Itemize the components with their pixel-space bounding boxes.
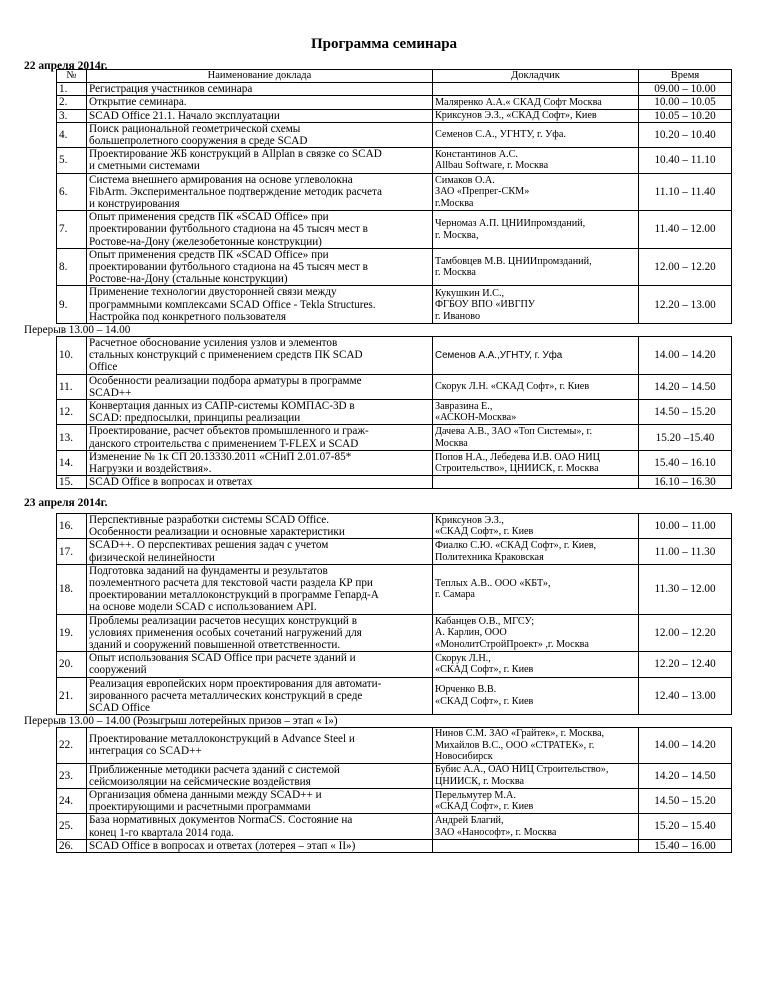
time-slot: 16.10 – 16.30 <box>639 476 732 489</box>
talk-title <box>87 400 433 425</box>
talk-title-line: Проблемы реализации расчетов несущих конструкций в <box>89 614 357 627</box>
time-slot: 11.00 – 11.30 <box>639 539 732 564</box>
speaker <box>433 677 639 715</box>
talk-title <box>87 839 433 852</box>
time-slot: 10.05 – 10.20 <box>639 109 732 122</box>
speaker-line: Андрей Благий, <box>435 815 504 827</box>
speaker <box>433 248 639 286</box>
time-slot: 12.20 – 12.40 <box>639 652 732 677</box>
speaker-line: г. Иваново <box>435 310 481 322</box>
time-slot: 15.20 –15.40 <box>639 425 732 450</box>
speaker-line: Черномаз А.П. ЦНИИпромзданий, <box>435 218 586 230</box>
speaker <box>433 374 639 399</box>
speaker <box>433 614 639 652</box>
talk-title <box>87 248 433 286</box>
speaker <box>433 400 639 425</box>
talk-title <box>87 677 433 715</box>
time-slot: 14.00 – 14.20 <box>639 728 732 764</box>
table-row <box>57 337 732 375</box>
speaker <box>433 539 639 564</box>
talk-title-line: большепролетного сооружения в среде SCAD <box>89 135 308 148</box>
talk-title-line: поэлементного расчета для текстовой части раздела КР при <box>89 577 373 590</box>
row-number: 5. <box>57 148 87 173</box>
row-number: 1. <box>57 83 87 96</box>
talk-title-line: Реализация европейских норм проектирования для автомати- <box>89 677 382 690</box>
speaker-line: Юрченко В.В. <box>435 684 497 696</box>
row-number: 26. <box>57 839 87 852</box>
table-row <box>57 763 732 788</box>
speaker-line: Симаков О.А. <box>435 174 495 186</box>
row-number: 18. <box>57 564 87 614</box>
day1-date: 22 апреля 2014г. <box>24 60 108 72</box>
speaker-line: г.Москва <box>435 197 474 209</box>
row-number: 8. <box>57 248 87 286</box>
table-row <box>57 814 732 839</box>
table-row <box>57 374 732 399</box>
speaker-line: Политехника Краковская <box>435 551 544 563</box>
speaker-line: «СКАД Софт», г. Киев <box>435 695 534 707</box>
talk-title-line: Особенности реализации и основные характеристики <box>89 526 345 539</box>
speaker-line: Новосибирск <box>435 751 493 762</box>
time-slot: 10.40 – 11.10 <box>639 148 732 173</box>
speaker-line: Криксунов Э.З., <box>435 514 504 526</box>
talk-title <box>87 286 433 324</box>
talk-title-line: Опыт применения средств ПК «SCAD Office» при <box>89 248 329 261</box>
speaker <box>433 788 639 813</box>
speaker-line: Нинов С.М. ЗАО «Грайтек», г. Москва, <box>435 728 605 739</box>
header-time: Время <box>639 70 732 83</box>
talk-title-line: Опыт использования SCAD Office при расчете зданий и <box>89 652 356 665</box>
speaker <box>433 839 639 852</box>
table-row <box>57 677 732 715</box>
talk-title-line: стальных конструкций с применением средств ПК SCAD <box>89 349 363 362</box>
speaker <box>433 476 639 489</box>
day2-date: 23 апреля 2014г. <box>24 497 108 509</box>
speaker <box>433 763 639 788</box>
time-slot: 14.00 – 14.20 <box>639 337 732 375</box>
speaker <box>433 286 639 324</box>
row-number: 2. <box>57 96 87 109</box>
time-slot: 11.10 – 11.40 <box>639 173 732 211</box>
row-number: 9. <box>57 286 87 324</box>
row-number: 6. <box>57 173 87 211</box>
talk-title-line: SCAD++. О перспективах решения задач с учетом <box>89 539 329 552</box>
time-slot: 09.00 – 10.00 <box>639 83 732 96</box>
talk-title-line: проектирующими и расчетными программами <box>89 801 311 814</box>
speaker-line: Скорук Л.Н. «СКАД Софт», г. Киев <box>435 381 590 393</box>
row-number: 10. <box>57 337 87 375</box>
speaker <box>433 173 639 211</box>
speaker-line: Перельмутер М.А. <box>435 789 516 801</box>
speaker-line <box>435 840 636 852</box>
row-number: 25. <box>57 814 87 839</box>
time-slot: 12.00 – 12.20 <box>639 248 732 286</box>
table-row <box>57 286 732 324</box>
talk-title-line: Поиск рациональной геометрической схемы <box>89 122 301 135</box>
speaker-line: «СКАД Софт», г. Киев <box>435 664 534 676</box>
speaker <box>433 109 639 122</box>
speaker-line: Михайлов В.С., ООО «СТРАТЕК», г. <box>435 739 595 751</box>
time-slot: 15.40 – 16.00 <box>639 839 732 852</box>
header-speaker: Докладчик <box>433 70 639 83</box>
talk-title <box>87 374 433 399</box>
talk-title-line: и конструирования <box>89 198 180 211</box>
talk-title <box>87 337 433 375</box>
speaker-line: «СКАД Софт», г. Киев <box>435 526 534 538</box>
time-slot: 12.00 – 12.20 <box>639 614 732 652</box>
row-number: 12. <box>57 400 87 425</box>
table-header <box>57 70 732 83</box>
time-slot: 10.00 – 10.05 <box>639 96 732 109</box>
row-number: 23. <box>57 763 87 788</box>
time-slot: 15.40 – 16.10 <box>639 450 732 475</box>
talk-title <box>87 148 433 173</box>
talk-title-line: Опыт применения средств ПК «SCAD Office» при <box>89 211 329 224</box>
talk-title-line: Office <box>89 361 118 374</box>
time-slot: 14.50 – 15.20 <box>639 788 732 813</box>
talk-title <box>87 96 433 109</box>
time-slot: 11.40 – 12.00 <box>639 211 732 249</box>
talk-title <box>87 652 433 677</box>
talk-title-line: проектировании металлоконструкций в программе Гепард-А <box>89 589 379 602</box>
talk-title-line: интеграция со SCAD++ <box>89 745 202 758</box>
speaker-line: Скорук Л.Н., <box>435 652 491 664</box>
talk-title <box>87 788 433 813</box>
time-slot: 11.30 – 12.00 <box>639 564 732 614</box>
table-row <box>57 96 732 109</box>
talk-title <box>87 564 433 614</box>
day1-table-afternoon <box>56 336 732 489</box>
time-slot: 14.50 – 15.20 <box>639 400 732 425</box>
speaker-line: Семенов А.А.,УГНТУ, г. Уфа <box>435 349 563 361</box>
speaker-line: «СКАД Софт», г. Киев <box>435 801 534 813</box>
speaker-line: ЦНИИСК, г. Москва <box>435 775 525 787</box>
talk-title <box>87 614 433 652</box>
talk-title <box>87 425 433 450</box>
row-number: 7. <box>57 211 87 249</box>
table-row <box>57 476 732 489</box>
table-row <box>57 425 732 450</box>
speaker-line: Маляренко А.А.« СКАД Софт Москва <box>435 96 602 108</box>
talk-title-line: Регистрация участников семинара <box>89 83 253 96</box>
table-row <box>57 652 732 677</box>
row-number: 13. <box>57 425 87 450</box>
speaker <box>433 122 639 147</box>
talk-title-line: SCAD Office в вопросах и ответах <box>89 476 253 489</box>
speaker-line: А. Карлин, ООО <box>435 627 507 639</box>
day2-table-afternoon <box>56 727 732 853</box>
talk-title-line: Подготовка заданий на фундаменты и результатов <box>89 564 328 577</box>
table-row <box>57 122 732 147</box>
speaker <box>433 148 639 173</box>
talk-title-line: зированного расчета металлических конструкций в среде <box>89 689 363 702</box>
row-number: 22. <box>57 728 87 764</box>
talk-title <box>87 173 433 211</box>
speaker <box>433 652 639 677</box>
talk-title <box>87 450 433 475</box>
talk-title <box>87 763 433 788</box>
speaker-line <box>435 477 636 489</box>
talk-title-line: данского строительства с применением T-FLEX и SCAD <box>89 437 359 450</box>
table-row <box>57 614 732 652</box>
speaker-line: г. Москва <box>435 267 476 279</box>
speaker-line: Бубис А.А., ОАО НИЦ Строительство», <box>435 764 609 776</box>
talk-title-line: Ростове-на-Дону (железобетонные конструкции) <box>89 235 322 248</box>
speaker <box>433 337 639 375</box>
speaker-line: г. Москва, <box>435 229 479 241</box>
table-row <box>57 211 732 249</box>
table-row <box>57 728 732 764</box>
talk-title-line: Изменение № 1к СП 20.13330.2011 «СНиП 2.01.07-85* <box>89 450 352 463</box>
talk-title <box>87 122 433 147</box>
talk-title-line: FibArm. Экспериментальное подтверждение методик расчета <box>89 185 382 198</box>
table-row <box>57 248 732 286</box>
row-number: 4. <box>57 122 87 147</box>
talk-title <box>87 476 433 489</box>
table-row <box>57 109 732 122</box>
talk-title-line: База нормативных документов NormaCS. Состояние на <box>89 814 353 827</box>
talk-title <box>87 539 433 564</box>
talk-title-line: Нагрузки и воздействия». <box>89 463 212 476</box>
row-number: 19. <box>57 614 87 652</box>
talk-title-line: Проектирование ЖБ конструкций в Allplan в связке со SCAD <box>89 148 382 161</box>
time-slot: 10.00 – 11.00 <box>639 514 732 539</box>
speaker-line: Завразина Е., <box>435 400 493 412</box>
talk-title <box>87 514 433 539</box>
table-row <box>57 173 732 211</box>
speaker <box>433 211 639 249</box>
talk-title <box>87 728 433 764</box>
talk-title-line: Организация обмена данными между SCAD++ и <box>89 788 322 801</box>
speaker <box>433 425 639 450</box>
row-number: 24. <box>57 788 87 813</box>
talk-title-line: проектировании футбольного стадиона на 45 тысяч мест в <box>89 223 368 236</box>
speaker-line: «МонолитСтройПроект» ,г. Москва <box>435 638 589 650</box>
speaker-line: ФГБОУ ВПО «ИВГПУ <box>435 299 536 310</box>
talk-title-line: и сметными системами <box>89 160 200 173</box>
speaker-line: Константинов А.С. <box>435 148 518 160</box>
table-row <box>57 148 732 173</box>
speaker-line: Кукушкин И.С., <box>435 287 505 299</box>
table-row <box>57 450 732 475</box>
talk-title-line: Проектирование, расчет объектов промышленного и граж- <box>89 425 369 438</box>
talk-title-line: SCAD: предпосылки, принципы реализации <box>89 412 301 425</box>
speaker <box>433 450 639 475</box>
talk-title-line: на основе модели SCAD с использованием API. <box>89 601 317 614</box>
talk-title-line: условиях применения особых сочетаний нагружений для <box>89 626 362 639</box>
header-topic: Наименование доклада <box>87 70 433 83</box>
talk-title-line: Особенности реализации подбора арматуры в программе <box>89 374 362 387</box>
talk-title-line: Расчетное обоснование усиления узлов и элементов <box>89 337 338 349</box>
talk-title-line: Конвертация данных из САПР-системы КОМПАС-3D в <box>89 400 355 413</box>
page-title: Программа семинара <box>310 36 458 52</box>
row-number: 16. <box>57 514 87 539</box>
talk-title-line: конец 1-го квартала 2014 года. <box>89 826 234 839</box>
speaker-line <box>435 84 636 96</box>
break-2: Перерыв 13.00 – 14.00 (Розыгрыш лотерейных призов – этап « I») <box>24 715 338 727</box>
speaker-line: Дачева А.В., ЗАО «Топ Системы», г. <box>435 426 593 438</box>
time-slot: 14.20 – 14.50 <box>639 374 732 399</box>
speaker-line: ЗАО «Препрег-СКМ» <box>435 186 530 198</box>
time-slot: 15.20 – 15.40 <box>639 814 732 839</box>
talk-title-line: Перспективные разработки системы SCAD Office. <box>89 514 330 526</box>
talk-title-line: Система внешнего армирования на основе углеволокна <box>89 173 353 186</box>
time-slot: 10.20 – 10.40 <box>639 122 732 147</box>
talk-title-line: Проектирование металлоконструкций в Advance Steel и <box>89 733 355 746</box>
speaker-line: Тамбовцев М.В. ЦНИИпромзданий, <box>435 255 592 267</box>
row-number: 20. <box>57 652 87 677</box>
speaker <box>433 564 639 614</box>
speaker-line: Теплых А.В.. ООО «КБТ», <box>435 577 551 589</box>
talk-title-line: SCAD++ <box>89 386 132 399</box>
row-number: 3. <box>57 109 87 122</box>
talk-title-line: SCAD Office в вопросах и ответах (лотерея – этап « II») <box>89 839 356 852</box>
talk-title-line: Ростове-на-Дону (стальные конструкции) <box>89 273 288 286</box>
talk-title-line: сейсмоизоляции на сейсмические воздействия <box>89 775 311 788</box>
speaker-line: Москва <box>435 437 468 449</box>
speaker-line: Строительство», ЦНИИСК, г. Москва <box>435 463 599 475</box>
speaker <box>433 514 639 539</box>
table-row <box>57 400 732 425</box>
day1-table <box>56 69 732 324</box>
speaker-line: Фиалко С.Ю. «СКАД Софт», г. Киев, <box>435 540 597 552</box>
day2-table <box>56 513 732 715</box>
table-row <box>57 839 732 852</box>
row-number: 11. <box>57 374 87 399</box>
speaker <box>433 814 639 839</box>
time-slot: 14.20 – 14.50 <box>639 763 732 788</box>
talk-title-line: сооружений <box>89 664 147 677</box>
speaker-line: «АСКОН-Москва» <box>435 412 517 424</box>
speaker-line: г. Самара <box>435 589 475 601</box>
talk-title <box>87 211 433 249</box>
talk-title-line: Настройка под конкретного пользователя <box>89 310 287 323</box>
header-num: № <box>57 70 87 83</box>
break-1: Перерыв 13.00 – 14.00 <box>24 324 131 336</box>
talk-title-line: Приближенные методики расчета зданий с системой <box>89 763 340 776</box>
speaker-line: Allbau Software, г. Москва <box>435 160 549 172</box>
talk-title-line: физической нелинейности <box>89 551 215 564</box>
table-row <box>57 788 732 813</box>
table-row <box>57 539 732 564</box>
time-slot: 12.40 – 13.00 <box>639 677 732 715</box>
talk-title <box>87 814 433 839</box>
speaker-line: ЗАО «Нанософт», г. Москва <box>435 826 557 838</box>
talk-title-line: SCAD Office 21.1. Начало эксплуатации <box>89 109 280 122</box>
row-number: 21. <box>57 677 87 715</box>
speaker-line: Криксунов Э.З., «СКАД Софт», Киев <box>435 109 597 121</box>
talk-title-line: программными комплексами SCAD Office - Tekla Structures. <box>89 298 376 311</box>
table-row <box>57 514 732 539</box>
speaker-line: Семенов С.А., УГНТУ, г. Уфа. <box>435 129 566 141</box>
time-slot: 12.20 – 13.00 <box>639 286 732 324</box>
table-row <box>57 564 732 614</box>
row-number: 17. <box>57 539 87 564</box>
speaker-line: Кабанцев О.В., МГСУ; <box>435 615 535 627</box>
talk-title-line: проектировании футбольного стадиона на 45 тысяч мест в <box>89 261 368 274</box>
talk-title <box>87 83 433 96</box>
talk-title-line: зданий и сооружений повышенной ответственности. <box>89 639 341 652</box>
talk-title-line: Применение технологии двусторонней связи между <box>89 286 337 299</box>
row-number: 14. <box>57 450 87 475</box>
talk-title-line: SCAD Office <box>89 702 151 715</box>
speaker-line: Попов Н.А., Лебедева И.В. ОАО НИЦ <box>435 451 600 463</box>
speaker <box>433 728 639 764</box>
row-number: 15. <box>57 476 87 489</box>
talk-title-line: Открытие семинара. <box>89 96 187 109</box>
speaker <box>433 96 639 109</box>
speaker <box>433 83 639 96</box>
table-row <box>57 83 732 96</box>
talk-title <box>87 109 433 122</box>
